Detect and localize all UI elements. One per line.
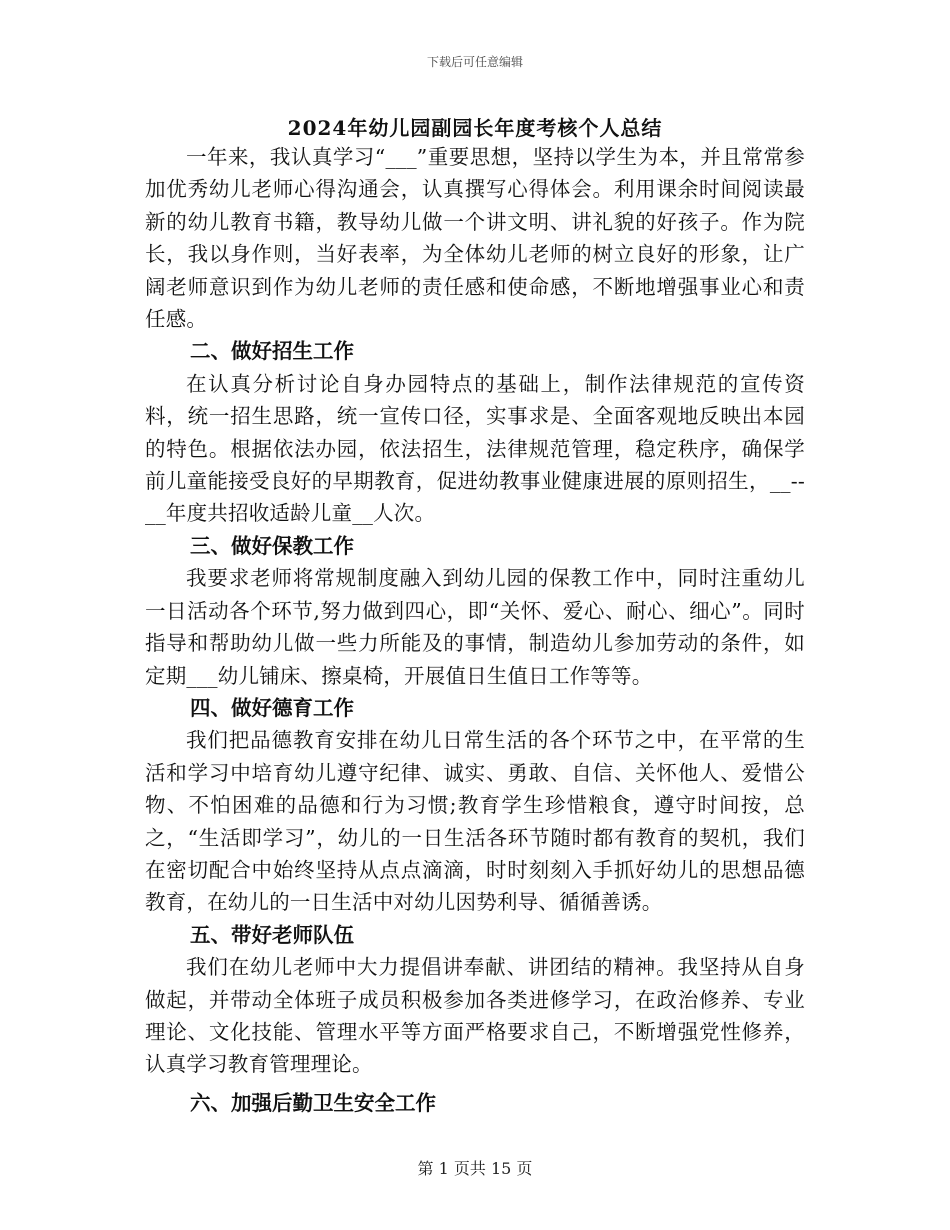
document-body bbox=[145, 141, 805, 1119]
section-text-teacher-team: 我们在幼儿老师中大力提倡讲奉献、讲团结的精神。我坚持从自身做起，并带动全体班子成员积极参加各类进修学习，在政治修养、专业理论、文化技能、管理水平等方面严格要求自己，不断增强党性修养，认真学习教育管理理论。 bbox=[145, 955, 805, 1077]
section-heading-enrollment: 二、做好招生工作 bbox=[190, 339, 354, 364]
section-heading-logistics-safety: 六、加强后勤卫生安全工作 bbox=[190, 1090, 436, 1115]
page-footer: 第 1 页共 15 页 bbox=[417, 1159, 533, 1178]
section-text-moral-education: 我们把品德教育安排在幼儿日常生活的各个环节之中，在平常的生活和学习中培育幼儿遵守纪律、诚实、勇敢、自信、关怀他人、爱惜公物、不怕困难的品德和行为习惯;教育学生珍惜粮食，遵守时间按，总之，“生活即学习”，幼儿的一日生活各环节随时都有教育的契机，我们在密切配合中始终坚持从点点滴滴，时时刻刻入手抓好幼儿的思想品德教育，在幼儿的一日生活中对幼儿因势利导、循循善诱。 bbox=[145, 728, 805, 915]
section-text-care-education: 我要求老师将常规制度融入到幼儿园的保教工作中，同时注重幼儿一日活动各个环节,努力做到四心，即“关怀、爱心、耐心、细心”。同时指导和帮助幼儿做一些力所能及的事情，制造幼儿参加劳动的条件，如定期___幼儿铺床、擦桌椅，开展值日生值日工作等等。 bbox=[145, 566, 805, 688]
section-heading-teacher-team: 五、带好老师队伍 bbox=[190, 922, 354, 947]
document-title: 2024年幼儿园副园长年度考核个人总结 bbox=[287, 116, 663, 140]
intro-paragraph: 一年来，我认真学习“___”重要思想，坚持以学生为本，并且常常参加优秀幼儿老师心得沟通会，认真撰写心得体会。利用课余时间阅读最新的幼儿教育书籍，教导幼儿做一个讲文明、讲礼貌的好孩子。作为院长，我以身作则，当好表率，为全体幼儿老师的树立良好的形象，让广阔老师意识到作为幼儿老师的责任感和使命感，不断地增强事业心和责任感。 bbox=[145, 145, 805, 332]
section-heading-moral-education: 四、做好德育工作 bbox=[190, 695, 354, 720]
section-text-enrollment: 在认真分析讨论自身办园特点的基础上，制作法律规范的宣传资料，统一招生思路，统一宣传口径，实事求是、全面客观地反映出本园的特色。根据依法办园，依法招生，法律规范管理，稳定秩序，确保学前儿童能接受良好的早期教育，促进幼教事业健康进展的原则招生，__--__年度共招收适龄儿童__人次。 bbox=[145, 371, 805, 526]
section-heading-care-education: 三、做好保教工作 bbox=[190, 533, 354, 558]
page-header-note: 下载后可任意编辑 bbox=[426, 55, 523, 69]
